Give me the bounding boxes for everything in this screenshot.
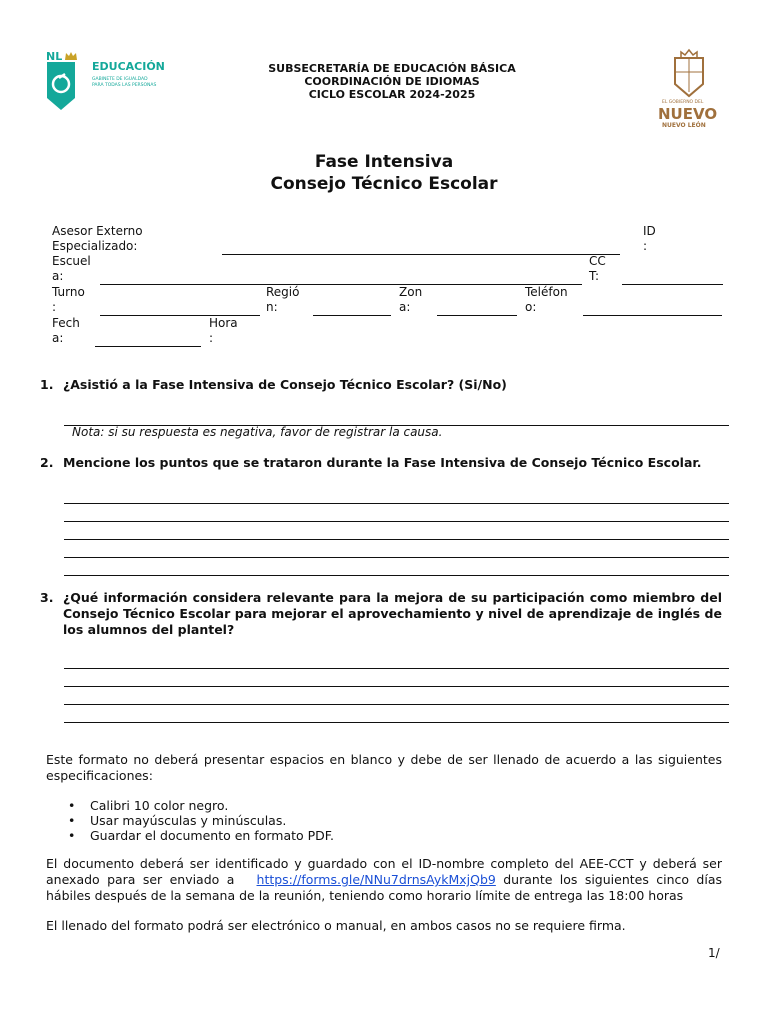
answer-3-line[interactable]: [64, 686, 729, 687]
zona-field[interactable]: [437, 315, 517, 316]
id-label-line-2: :: [643, 239, 648, 253]
instructions-intro: Este formato no deberá presentar espacios en blanco y debe de ser llenado de acuerdo a las siguientes especificaciones:: [46, 752, 722, 783]
bullet-icon: •: [68, 798, 76, 813]
telefono-label-line-2: o:: [525, 300, 537, 314]
answer-2-line[interactable]: [64, 557, 729, 558]
fecha-label-line-1: Fech: [52, 316, 80, 330]
spec-item-text: Calibri 10 color negro.: [90, 798, 229, 813]
hora-label-line-1: Hora: [209, 316, 238, 330]
cct-field[interactable]: [622, 284, 723, 285]
fecha-field[interactable]: [95, 346, 201, 347]
closing-paragraph: El llenado del formato podrá ser electrónico o manual, en ambos casos no se requiere firma.: [46, 918, 626, 933]
question-3: [40, 590, 722, 638]
question-1: [40, 377, 730, 393]
nuevo-leon-text: NUEVO LEÓN: [662, 122, 706, 129]
cct-label-line-1: CC: [589, 254, 606, 268]
turno-label-line-2: :: [52, 300, 57, 314]
header-line-3: CICLO ESCOLAR 2024-2025: [308, 88, 476, 101]
page-number: 1/: [708, 946, 720, 960]
escuela-label-line-1: Escuel: [52, 254, 91, 268]
question-3-text: ¿Qué información considera relevante para la mejora de su participación como miembro del Consejo Técnico Escolar para mejorar el aprovechamiento y nivel de aprendizaje de inglés de los alumnos del plantel?: [63, 590, 722, 637]
nl-logo-text: NL: [46, 50, 63, 63]
logo-tagline-2: PARA TODAS LAS PERSONAS: [92, 83, 157, 88]
hora-label-line-2: :: [209, 331, 214, 345]
question-1-text: ¿Asistió a la Fase Intensiva de Consejo Técnico Escolar? (Si/No): [63, 377, 507, 392]
asesor-field[interactable]: [222, 254, 620, 255]
submission-text-before: El documento deberá ser identificado y guardado con el ID-nombre completo del AEE-CCT y deberá ser anexado para ser enviado a: [46, 856, 722, 887]
spec-list: [46, 798, 722, 843]
cct-label-line-2: T:: [589, 269, 600, 283]
asesor-label: [52, 224, 143, 254]
gobierno-text: EL GOBIERNO DEL: [662, 100, 704, 105]
answer-2-line[interactable]: [64, 575, 729, 576]
asesor-label-line-2: Especializado:: [52, 239, 138, 253]
region-field[interactable]: [313, 315, 391, 316]
question-1-note: Nota: si su respuesta es negativa, favor de registrar la causa.: [72, 425, 443, 439]
nuevo-leon-logo: [656, 48, 726, 130]
turno-label-line-1: Turno: [52, 285, 85, 299]
header-line-2: COORDINACIÓN DE IDIOMAS: [304, 75, 480, 88]
question-2-text: Mencione los puntos que se trataron durante la Fase Intensiva de Consejo Técnico Escolar.: [63, 455, 702, 470]
question-2: [40, 455, 730, 471]
escuela-label-line-2: a:: [52, 269, 64, 283]
spec-item: [46, 813, 722, 828]
telefono-field[interactable]: [583, 315, 722, 316]
logo-tagline-1: GABINETE DE IGUALDAD: [92, 77, 148, 82]
submission-text-after: durante los siguientes cinco días hábiles después de la semana de la reunión, teniendo como horario límite de entrega las 18:00 horas: [46, 872, 722, 903]
educacion-logo-text: EDUCACIÓN: [92, 60, 165, 73]
coat-of-arms-icon: [669, 48, 709, 98]
answer-2-line[interactable]: [64, 539, 729, 540]
zona-label-line-1: Zon: [399, 285, 423, 299]
nuevo-text: NUEVO: [658, 105, 718, 123]
telefono-label-line-1: Teléfon: [525, 285, 568, 299]
bullet-icon: •: [68, 828, 76, 843]
educacion-logo: [46, 50, 176, 112]
hora-label: [209, 316, 238, 346]
spec-item-text: Guardar el documento en formato PDF.: [90, 828, 334, 843]
bullet-icon: •: [68, 813, 76, 828]
telefono-label: [525, 285, 568, 315]
cct-label: [589, 254, 606, 284]
answer-2-line[interactable]: [64, 503, 729, 504]
title-line-1: Fase Intensiva: [314, 152, 454, 172]
answer-3-line[interactable]: [64, 704, 729, 705]
spec-item: [46, 798, 722, 813]
zona-label: [399, 285, 422, 315]
spec-item-text: Usar mayúsculas y minúsculas.: [90, 813, 287, 828]
forms-link[interactable]: https://forms.gle/NNu7drnsAykMxjQb9: [256, 872, 496, 887]
question-2-number: 2.: [40, 455, 54, 470]
fecha-label: [52, 316, 80, 346]
answer-3-line[interactable]: [64, 668, 729, 669]
id-label-line-1: ID: [643, 224, 656, 238]
answer-2-line[interactable]: [64, 521, 729, 522]
zona-label-line-2: a:: [399, 300, 411, 314]
question-1-number: 1.: [40, 377, 54, 392]
asesor-label-line-1: Asesor Externo: [52, 224, 143, 238]
fecha-label-line-2: a:: [52, 331, 64, 345]
region-label-line-2: n:: [266, 300, 278, 314]
crown-icon: [65, 52, 77, 60]
header-line-1: SUBSECRETARÍA DE EDUCACIÓN BÁSICA: [268, 62, 516, 75]
region-label-line-1: Regió: [266, 285, 300, 299]
question-3-number: 3.: [40, 590, 54, 605]
region-label: [266, 285, 299, 315]
page-title: [184, 151, 584, 195]
submission-paragraph: [46, 856, 722, 904]
turno-label: [52, 285, 85, 315]
spec-item: [46, 828, 722, 843]
header-text: [242, 62, 542, 101]
escuela-field[interactable]: [100, 284, 582, 285]
title-line-2: Consejo Técnico Escolar: [270, 174, 498, 194]
id-label: [643, 224, 656, 254]
answer-3-line[interactable]: [64, 722, 729, 723]
escuela-label: [52, 254, 91, 284]
